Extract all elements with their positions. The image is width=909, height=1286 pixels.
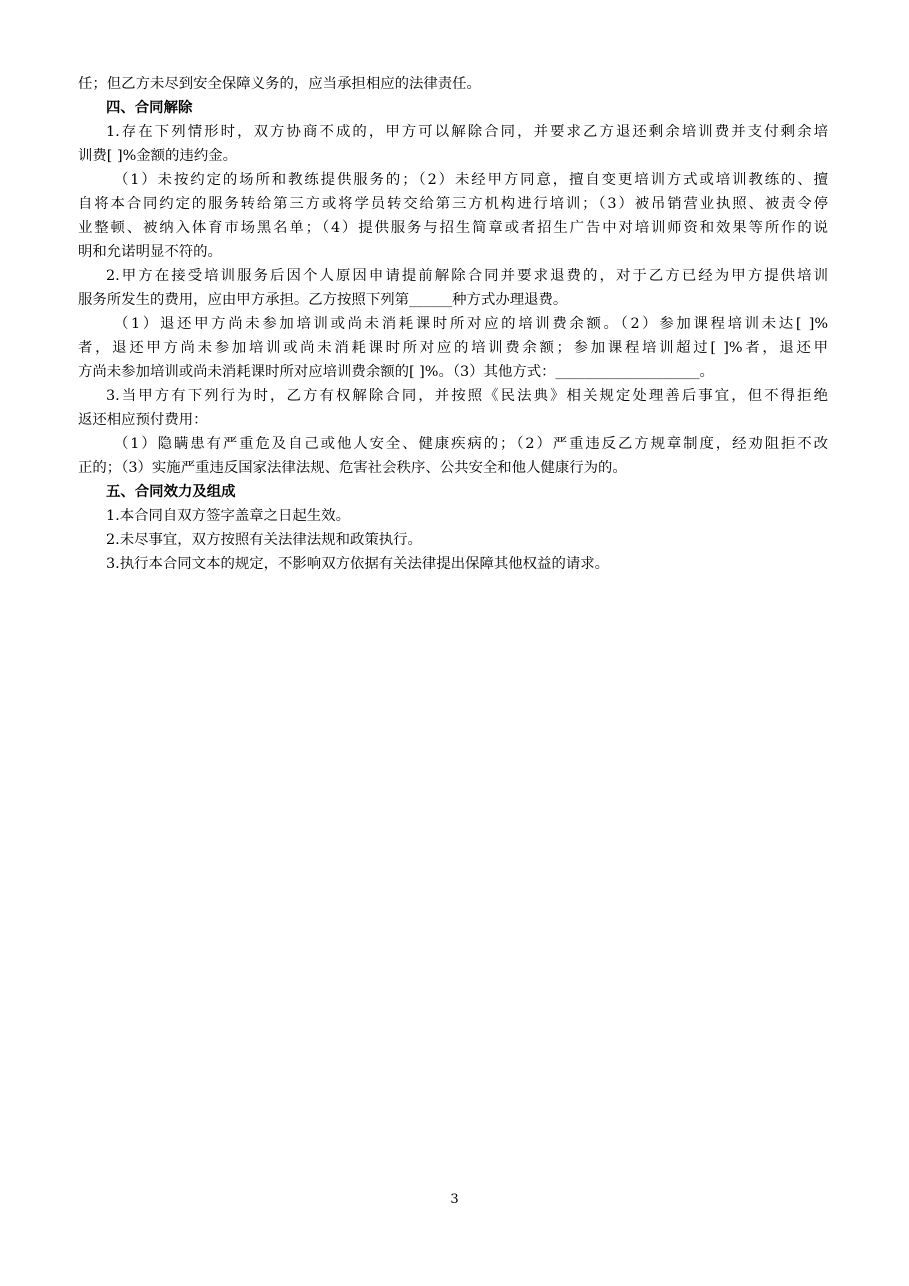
text-line: 方尚未参加培训或尚未消耗课时所对应培训费余额的[ ]%。（3）其他方式：____________________。: [78, 364, 714, 380]
document-body: [78, 72, 828, 576]
page-number: 3: [450, 1192, 459, 1207]
section-heading-validity: 五、合同效力及组成: [106, 484, 236, 500]
text-line: 任；但乙方未尽到安全保障义务的，应当承担相应的法律责任。: [78, 76, 481, 92]
text-line: 3.执行本合同文本的规定，不影响双方依据有关法律提出保障其他权益的请求。: [106, 556, 610, 572]
text-line: 者，退还甲方尚未参加培训或尚未消耗课时所对应的培训费余额；参加课程培训超过[ ]%者，退还甲: [78, 340, 828, 356]
text-line: 返还相应预付费用：: [78, 412, 208, 428]
text-line: 2.未尽事宜，双方按照有关法律法规和政策执行。: [106, 532, 422, 548]
text-line: 2.甲方在接受培训服务后因个人原因申请提前解除合同并要求退费的，对于乙方已经为甲方提供培训: [106, 268, 828, 284]
text-line: 明和允诺明显不符的。: [78, 244, 222, 260]
text-line: 训费[ ]%金额的违约金。: [78, 148, 237, 164]
text-line: （1）退还甲方尚未参加培训或尚未消耗课时所对应的培训费余额。（2）参加课程培训未达[ ]%: [114, 316, 828, 332]
text-line: 业整顿、被纳入体育市场黑名单；（4）提供服务与招生简章或者招生广告中对培训师资和效果等所作的说: [78, 220, 828, 236]
text-line: （1）隐瞒患有严重危及自己或他人安全、健康疾病的；（2）严重违反乙方规章制度，经劝阻拒不改: [114, 436, 828, 452]
text-line: 服务所发生的费用，应由甲方承担。乙方按照下列第______种方式办理退费。: [78, 292, 568, 308]
text-line: 1.本合同自双方签字盖章之日起生效。: [106, 508, 350, 524]
text-line: 自将本合同约定的服务转给第三方或将学员转交给第三方机构进行培训；（3）被吊销营业执照、被责令停: [78, 196, 828, 212]
text-line: 1.存在下列情形时，双方协商不成的，甲方可以解除合同，并要求乙方退还剩余培训费并支付剩余培: [106, 124, 828, 140]
text-line: 正的；（3）实施严重违反国家法律法规、危害社会秩序、公共安全和他人健康行为的。: [78, 460, 627, 476]
section-heading-termination: 四、合同解除: [106, 100, 193, 116]
text-line: 3.当甲方有下列行为时，乙方有权解除合同，并按照《民法典》相关规定处理善后事宜，但不得拒绝: [106, 388, 828, 404]
text-line: （1）未按约定的场所和教练提供服务的；（2）未经甲方同意，擅自变更培训方式或培训教练的、擅: [114, 172, 828, 188]
